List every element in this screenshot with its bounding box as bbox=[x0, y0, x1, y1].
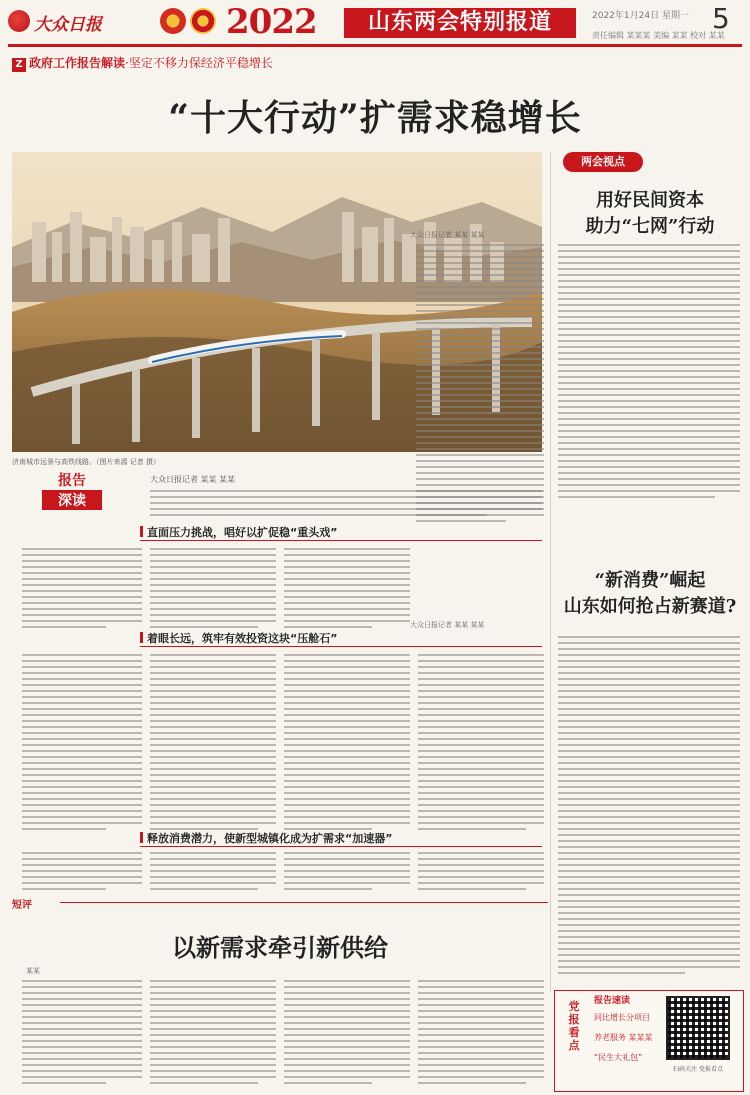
box-item-2[interactable]: 养老服务 某某某 bbox=[594, 1033, 653, 1042]
sidebar-article-1-col-1 bbox=[416, 244, 544, 526]
sidebar-article-1-title-line-2: 助力“七网”行动 bbox=[585, 216, 715, 237]
section-2-col-4 bbox=[418, 654, 544, 834]
sidebar-article-2-byline: 大众日报记者 某某 某某 bbox=[410, 621, 485, 629]
section-3-col-1 bbox=[22, 852, 142, 894]
report-label-bottom: 深读 bbox=[42, 490, 102, 510]
section-3-col-3 bbox=[284, 852, 410, 894]
qr-code-icon[interactable] bbox=[666, 996, 730, 1060]
box-item-1[interactable]: 同比增长分项目 bbox=[594, 1013, 650, 1022]
photo-caption: 济南城市远景与高铁线路。（图片来源 记者 摄） bbox=[12, 458, 160, 466]
cppcc-emblem-icon bbox=[190, 8, 216, 34]
commentary-divider bbox=[60, 902, 548, 903]
sidebar-article-1-title-line-1: 用好民间资本 bbox=[596, 190, 704, 211]
national-emblem-icon bbox=[160, 8, 186, 34]
lede-byline: 大众日报记者 某某 某某 bbox=[150, 475, 236, 484]
page-number: 5 bbox=[712, 2, 730, 35]
column-name: 政府工作报告解读 bbox=[29, 56, 126, 70]
section-1-col-1 bbox=[22, 548, 142, 632]
section-1-col-3 bbox=[284, 548, 410, 632]
commentary-byline: 某某 bbox=[26, 967, 40, 975]
section-heading-2: 着眼长远，筑牢有效投资这块“压舱石” bbox=[140, 630, 542, 647]
column-badge-icon: Z bbox=[12, 58, 26, 72]
section-heading-1: 直面压力挑战，唱好以扩促稳“重头戏” bbox=[140, 524, 542, 541]
section-2-col-2 bbox=[150, 654, 276, 834]
sidebar-tag: 两会视点 bbox=[563, 152, 643, 172]
section-heading-3: 释放消费潜力，使新型城镇化成为扩需求“加速器” bbox=[140, 830, 542, 847]
qr-caption: 扫码关注 党报看点 bbox=[673, 1066, 723, 1073]
report-label-top: 报告 bbox=[58, 473, 86, 489]
issue-date: 2022年1月24日 星期一 bbox=[592, 11, 689, 21]
newspaper-name: 大众日报 bbox=[34, 15, 102, 35]
section-1-col-2 bbox=[150, 548, 276, 632]
sidebar-article-2-title-line-2: 山东如何抢占新赛道? bbox=[563, 596, 737, 617]
box-heading: 报告速读 bbox=[594, 996, 631, 1006]
box-side-label: 党报看点 bbox=[568, 1000, 580, 1052]
masthead-divider bbox=[8, 44, 742, 47]
section-2-col-3 bbox=[284, 654, 410, 834]
commentary-tag: 短评 bbox=[12, 900, 32, 911]
sidebar-divider bbox=[550, 152, 551, 992]
sidebar-article-2-col-2 bbox=[558, 636, 740, 978]
section-3-col-4 bbox=[418, 852, 544, 894]
sidebar-article-2-title-line-1: “新消费”崛起 bbox=[594, 570, 706, 591]
commentary-headline: 以新需求牵引新供给 bbox=[172, 933, 388, 962]
main-headline: “十大行动”扩需求稳增长 bbox=[168, 97, 582, 139]
special-report-title: 山东两会特别报道 bbox=[344, 8, 576, 38]
commentary-col-2 bbox=[150, 980, 276, 1088]
column-subtitle: ·坚定不移力保经济平稳增长 bbox=[125, 56, 273, 70]
editor-credits: 责任编辑 某某某 美编 某某 校对 某某 bbox=[592, 31, 725, 40]
commentary-col-1 bbox=[22, 980, 142, 1088]
section-2-col-1 bbox=[22, 654, 142, 834]
box-item-3[interactable]: “民生大礼包” bbox=[594, 1053, 643, 1062]
newspaper-logo-icon bbox=[8, 10, 30, 32]
sidebar-article-1-byline: 大众日报记者 某某 某某 bbox=[410, 231, 485, 239]
section-3-col-2 bbox=[150, 852, 276, 894]
sidebar-article-1-col-2 bbox=[558, 244, 740, 502]
year-title: 2022 bbox=[226, 2, 317, 42]
commentary-col-4 bbox=[418, 980, 544, 1088]
commentary-col-3 bbox=[284, 980, 410, 1088]
column-tag bbox=[12, 54, 273, 72]
report-deep-read-badge bbox=[42, 462, 102, 522]
